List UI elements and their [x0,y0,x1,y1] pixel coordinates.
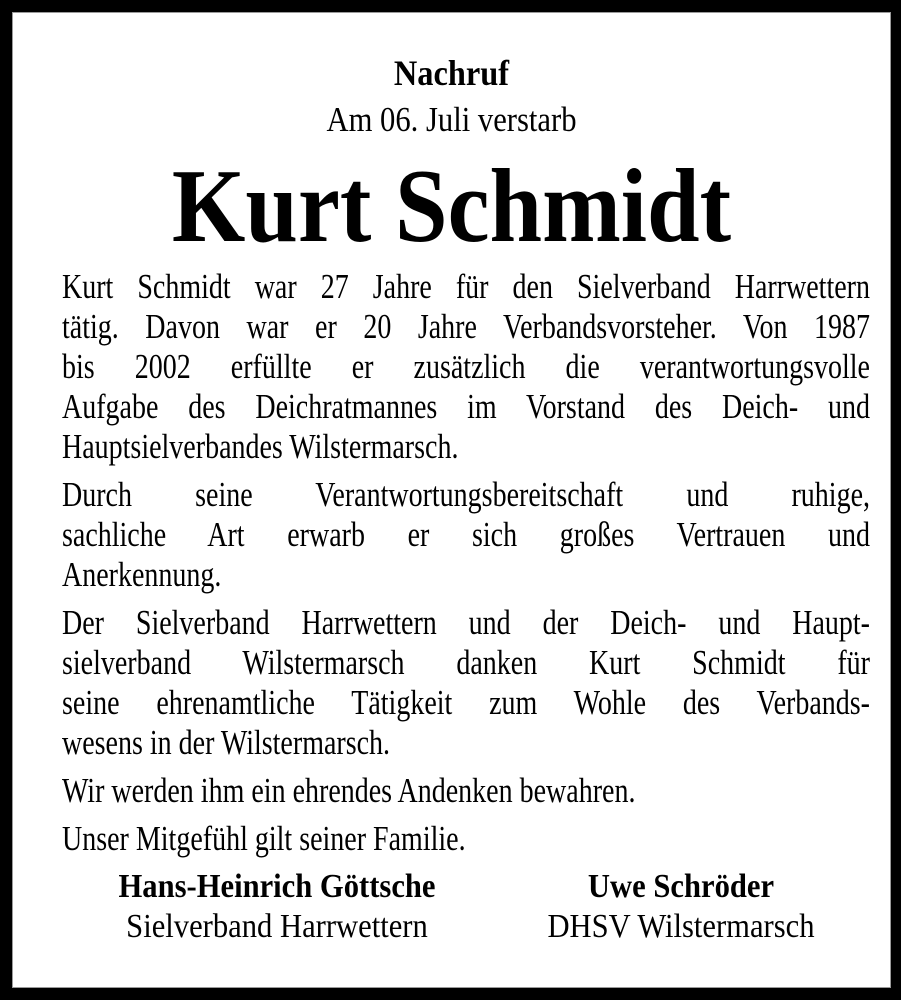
signature-name: Hans-Heinrich Göttsche [118,868,436,905]
paragraph-line: Aufgabe des Deichratmannes im Vorstand des Deich- und [62,387,870,426]
paragraph-line: wesens in der Wilstermarsch. [62,723,391,762]
paragraph-line: Anerkennung. [62,555,222,594]
signature-name: Uwe Schröder [587,868,775,905]
paragraph-line: seine ehrenamtliche Tätigkeit zum Wohle des Verbands- [62,683,870,722]
paragraph [62,475,870,595]
signature [62,867,492,947]
paragraph-line: sachliche Art erwarb er sich großes Vertrauen und [62,515,870,554]
date-line: Am 06. Juli verstarb [326,100,577,139]
signature-organization: Sielverband Harrwettern [126,908,428,945]
paragraph-line: Hauptsielverbandes Wilstermarsch. [62,427,459,466]
paragraph-line: tätig. Davon war er 20 Jahre Verbandsvorsteher. Von 1987 [62,307,870,346]
kicker-heading: Nachruf [393,53,510,93]
paragraph [62,819,870,859]
signature-block [62,867,870,947]
paragraph-line: Der Sielverband Harrwettern und der Deich- und Haupt- [62,603,870,642]
paragraph [62,603,870,763]
paragraph [62,771,870,811]
deceased-name: Kurt Schmidt [171,147,732,264]
obituary-body [62,267,870,859]
paragraph-line: sielverband Wilstermarsch danken Kurt Schmidt für [62,643,870,682]
obituary-sheet [12,12,891,988]
paragraph [62,267,870,467]
signature-organization: DHSV Wilstermarsch [547,908,815,945]
paragraph-line: Unser Mitgefühl gilt seiner Familie. [62,819,466,858]
paragraph-line: Durch seine Verantwortungsbereitschaft und ruhige, [62,475,870,514]
paragraph-line: Wir werden ihm ein ehrendes Andenken bewahren. [62,771,636,810]
paragraph-line: Kurt Schmidt war 27 Jahre für den Sielverband Harrwettern [62,267,870,306]
paragraph-line: bis 2002 erfüllte er zusätzlich die verantwortungsvolle [62,347,870,386]
signature [492,867,870,947]
